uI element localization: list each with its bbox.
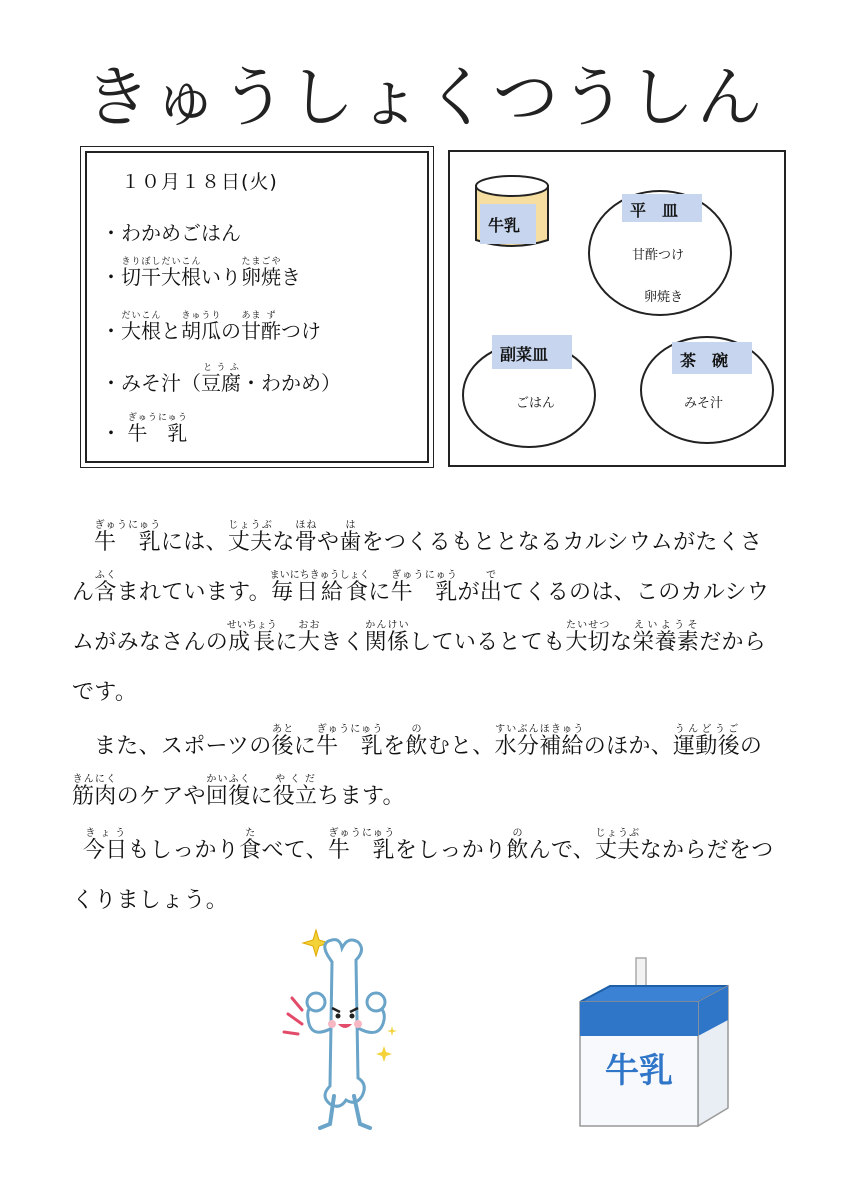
paragraph-2: また、スポーツの後あとに牛 乳ぎゅうにゅうを飲のむと、水分補給すいぶんほきゅうのほか、運動後うんどうごの筋肉きんにくのケアや回復かいふくに役立やくだちます。 [72, 724, 763, 809]
fukusai-label: 副菜皿 [492, 335, 572, 369]
paragraph-1-content: 牛 乳ぎゅうにゅうには、丈夫じょうぶな骨ほねや歯はをつくるもととなるカルシウムがたくさん含ふくまれています。毎日給食まいにちきゅうしょくに牛 乳ぎゅうにゅうが出でてくるのは、このカルシウムがみなさんの成長せいちょうに大おおきく関係かんけいしているとても大切たいせつな栄養素えいようそだからです。 [72, 520, 770, 705]
hirazara-label: 平 皿 [622, 194, 702, 222]
menu-item: ・わかめごはん [101, 221, 241, 245]
strong-bone-icon [276, 928, 406, 1138]
menu-item: ・大根だいこんと胡瓜きゅうりの甘あま酢ずつけ [101, 311, 321, 343]
menu-inner-border [85, 151, 429, 463]
menu-item: ・切干大根きりぼしだいこんいり卵焼たまごやき [101, 257, 301, 289]
paragraph-3: 今日きょうもしっかり食たべて、牛 乳ぎゅうにゅうをしっかり飲のんで、丈夫じょうぶなからだをつくりましょう。 [72, 828, 774, 913]
menu-box [80, 146, 434, 468]
page-title: きゅうしょくつうしん [84, 59, 765, 136]
menu-date: １０月１８日(火) [121, 171, 278, 193]
carton-label: 牛乳 [605, 1051, 673, 1091]
chawan-food: みそ汁 [684, 396, 724, 411]
menu-item: ・ 牛 乳ぎゅうにゅう [101, 413, 188, 445]
milk-carton-icon [570, 950, 740, 1145]
hirazara-food-1: 甘酢つけ [632, 248, 685, 263]
menu-item: ・みそ汁（豆腐とうふ・わかめ） [101, 363, 341, 395]
chawan-label: 茶 碗 [672, 342, 752, 374]
fukusai-food: ごはん [516, 396, 556, 411]
hirazara-food-2: 卵焼き [644, 290, 684, 305]
tray-diagram [448, 150, 786, 467]
milk-label: 牛乳 [480, 204, 536, 244]
